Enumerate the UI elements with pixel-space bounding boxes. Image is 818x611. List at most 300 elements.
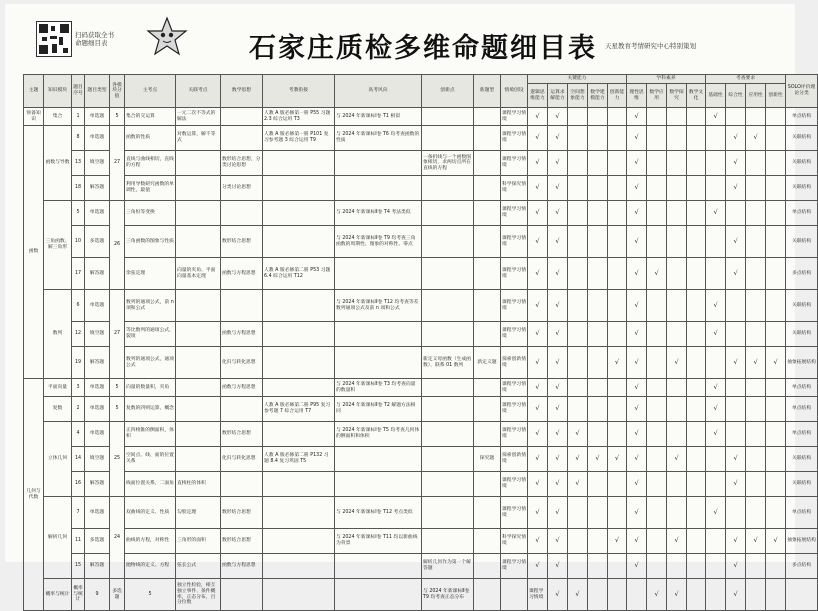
- related-point-cell: [176, 290, 221, 322]
- check-cell: [608, 226, 627, 258]
- sub-header-cell: 综合性: [726, 84, 746, 108]
- check-cell: √: [627, 554, 647, 579]
- check-cell: [726, 422, 746, 447]
- exam-trend-cell: 与 2024 年新课标Ⅰ卷 T5 均考查几何体的侧面积和体积: [335, 422, 422, 447]
- check-cell: [687, 472, 706, 497]
- check-cell: [746, 226, 766, 258]
- check-cell: [568, 322, 588, 347]
- check-cell: [726, 397, 746, 422]
- textbook-link-cell: [263, 151, 335, 176]
- math-idea-cell: 数形结合思想，分类讨论思想: [221, 151, 263, 176]
- math-idea-cell: 数形结合思想: [221, 422, 263, 447]
- check-cell: √: [528, 554, 548, 579]
- header-cell: 考教衔接: [263, 75, 335, 108]
- check-cell: [687, 201, 706, 226]
- main-point-cell: 抛物线的定义、方程: [125, 554, 176, 579]
- check-cell: √: [528, 258, 548, 290]
- innovation-cell: [422, 126, 474, 151]
- sub-header-cell: 创新能力: [608, 84, 627, 108]
- check-cell: [706, 347, 726, 379]
- exam-trend-cell: 与 2024 年新课标Ⅰ卷 T11 均以新曲线为背景: [335, 529, 422, 554]
- check-cell: [588, 579, 608, 611]
- innovation-cell: [474, 579, 501, 611]
- innovation-cell: [422, 290, 474, 322]
- check-cell: [588, 126, 608, 151]
- check-cell: [687, 447, 706, 472]
- exam-trend-cell: 与 2024 年新课标Ⅰ卷 T1 相似: [335, 108, 422, 126]
- check-cell: √: [568, 579, 588, 611]
- related-point-cell: [176, 397, 221, 422]
- check-cell: √: [647, 258, 667, 290]
- sub-header-cell: 理性思维: [627, 84, 647, 108]
- exam-trend-cell: 与 2024 年新课标Ⅱ卷 T9 均考查正态分布: [422, 579, 474, 611]
- planner-note: 天星教育考情研究中心特别策划: [605, 42, 696, 50]
- table-row: [24, 422, 818, 447]
- check-cell: [588, 529, 608, 554]
- context-cell: 课程学习情境: [501, 108, 528, 126]
- context-cell: 探索创新情境: [501, 347, 528, 379]
- check-cell: √: [528, 126, 548, 151]
- innovation-cell: 一条折线与一个函数图象相切，求两切点所在直线的方程: [422, 151, 474, 176]
- check-cell: [766, 226, 786, 258]
- new-question-type-cell: [474, 472, 501, 497]
- main-point-cell: 集合的交运算: [125, 108, 176, 126]
- check-cell: [568, 497, 588, 529]
- check-cell: √: [528, 176, 548, 201]
- check-cell: √: [548, 554, 568, 579]
- check-cell: [608, 472, 627, 497]
- check-cell: √: [627, 226, 647, 258]
- check-cell: [687, 347, 706, 379]
- related-point-cell: [176, 176, 221, 201]
- table-row: [24, 347, 818, 379]
- check-cell: √: [706, 397, 726, 422]
- table-row: [24, 176, 818, 201]
- question-number-cell: 4: [72, 422, 85, 447]
- check-cell: [687, 379, 706, 397]
- check-cell: [647, 554, 667, 579]
- innovation-cell: [422, 176, 474, 201]
- check-cell: [687, 422, 706, 447]
- check-cell: [687, 258, 706, 290]
- theme-cell: 几何与代数: [24, 379, 44, 611]
- check-cell: √: [726, 151, 746, 176]
- score-cell: 25: [110, 422, 125, 497]
- question-number-cell: 1: [72, 108, 85, 126]
- check-cell: [568, 126, 588, 151]
- check-cell: [766, 108, 786, 126]
- check-cell: √: [548, 447, 568, 472]
- check-cell: [687, 226, 706, 258]
- check-cell: √: [528, 472, 548, 497]
- check-cell: [608, 379, 627, 397]
- check-cell: √: [568, 447, 588, 472]
- check-cell: [667, 126, 687, 151]
- check-cell: √: [706, 422, 726, 447]
- sub-header-cell: 应用性: [746, 84, 766, 108]
- check-cell: √: [548, 126, 568, 151]
- header-cell: 情境创设: [501, 75, 528, 108]
- check-cell: [568, 379, 588, 397]
- math-idea-cell: 数形结合思想: [221, 497, 263, 529]
- check-cell: √: [746, 347, 766, 379]
- module-cell: 集合: [44, 108, 72, 126]
- table-row: [24, 529, 818, 554]
- score-cell: 5: [110, 108, 125, 126]
- context-cell: 探索创新情境: [501, 447, 528, 472]
- new-question-type-cell: [474, 258, 501, 290]
- header-cell: 主考点: [125, 75, 176, 108]
- check-cell: [588, 347, 608, 379]
- check-cell: √: [548, 579, 568, 611]
- question-type-cell: 单选题: [85, 108, 110, 126]
- module-cell: 立体几何: [44, 422, 72, 497]
- context-cell: 课程学习情境: [501, 397, 528, 422]
- check-cell: [667, 201, 687, 226]
- score-cell: 5: [110, 397, 125, 422]
- check-cell: [766, 258, 786, 290]
- question-number-cell: 11: [72, 529, 85, 554]
- new-question-type-cell: [474, 379, 501, 397]
- check-cell: √: [548, 397, 568, 422]
- check-cell: [608, 201, 627, 226]
- check-cell: √: [627, 379, 647, 397]
- check-cell: √: [627, 258, 647, 290]
- check-cell: √: [706, 322, 726, 347]
- new-question-type-cell: [474, 226, 501, 258]
- innovation-cell: 解析几何作为第一个解答题: [422, 554, 474, 579]
- textbook-link-cell: [263, 176, 335, 201]
- new-question-type-cell: [474, 151, 501, 176]
- question-number-cell: 17: [72, 258, 85, 290]
- module-cell: 复数: [44, 397, 72, 422]
- question-type-cell: 解答题: [85, 347, 110, 379]
- main-point-cell: 数列的通项公式，通项公式: [125, 347, 176, 379]
- textbook-link-cell: [263, 422, 335, 447]
- context-cell: 科学探究情境: [501, 529, 528, 554]
- check-cell: [568, 347, 588, 379]
- table-row: [24, 472, 818, 497]
- check-cell: [588, 108, 608, 126]
- header-cell: 各模块分值: [110, 75, 125, 108]
- math-idea-cell: 函数与方程思想: [221, 379, 263, 397]
- check-cell: √: [706, 290, 726, 322]
- table-head: [24, 75, 818, 108]
- table-body: [24, 108, 818, 611]
- check-cell: [588, 472, 608, 497]
- exam-trend-cell: 与 2024 年新课标Ⅱ卷 T4 考法类似: [335, 201, 422, 226]
- textbook-link-cell: 人教 A 版必修第二册 P95 复习参考题 7 综合运用 T7: [263, 397, 335, 422]
- table-row: [24, 108, 818, 126]
- question-number-cell: 19: [72, 347, 85, 379]
- main-point-cell: 线面位置关系，二面角: [125, 472, 176, 497]
- check-cell: [766, 151, 786, 176]
- sub-header-cell: 数学建模能力: [588, 84, 608, 108]
- score-cell: 27: [110, 290, 125, 379]
- sub-header-cell: 逻辑思维能力: [528, 84, 548, 108]
- table-row: [24, 397, 818, 422]
- main-point-cell: 函数的性质: [125, 126, 176, 151]
- related-point-cell: [176, 201, 221, 226]
- question-number-cell: 18: [72, 176, 85, 201]
- theme-cell: 函数: [24, 126, 44, 379]
- sub-header-cell: 数学应用: [647, 84, 667, 108]
- innovation-cell: [422, 258, 474, 290]
- innovation-cell: [422, 497, 474, 529]
- check-cell: [706, 529, 726, 554]
- check-cell: √: [548, 322, 568, 347]
- question-number-cell: 5: [72, 201, 85, 226]
- check-cell: √: [627, 422, 647, 447]
- check-cell: [608, 151, 627, 176]
- sub-header-cell: 基础性: [706, 84, 726, 108]
- check-cell: [667, 290, 687, 322]
- context-cell: 课程学习情境: [501, 258, 528, 290]
- check-cell: [746, 497, 766, 529]
- check-cell: [706, 579, 726, 611]
- check-cell: [588, 497, 608, 529]
- question-number-cell: 3: [72, 379, 85, 397]
- exam-trend-cell: 与 2024 年新课标Ⅱ卷 T12 均考查等差数列通项公式及前 n 项和公式: [335, 290, 422, 322]
- check-cell: [568, 554, 588, 579]
- check-cell: [608, 554, 627, 579]
- question-type-cell: 单选题: [85, 379, 110, 397]
- score-cell: 24: [110, 497, 125, 579]
- header-cell: 主题: [24, 75, 44, 108]
- check-cell: √: [627, 151, 647, 176]
- check-cell: [568, 108, 588, 126]
- innovation-cell: [422, 447, 474, 472]
- context-cell: 课程学习情境: [501, 322, 528, 347]
- exam-trend-cell: 与 2024 年新课标Ⅰ卷 T12 考点类似: [335, 497, 422, 529]
- main-point-cell: 复数的四则运算，概念: [125, 397, 176, 422]
- check-cell: [746, 379, 766, 397]
- related-point-cell: [176, 347, 221, 379]
- check-cell: [687, 126, 706, 151]
- qr-code-icon[interactable]: [36, 21, 72, 57]
- check-cell: √: [667, 447, 687, 472]
- solo-category-cell: 单点结构: [786, 379, 818, 397]
- check-cell: [687, 176, 706, 201]
- solo-category-cell: 关联结构: [786, 290, 818, 322]
- question-type-cell: 多选题: [85, 226, 110, 258]
- table-row: [24, 322, 818, 347]
- exam-trend-cell: [335, 322, 422, 347]
- exam-trend-cell: [335, 176, 422, 201]
- check-cell: [726, 290, 746, 322]
- check-cell: [766, 126, 786, 151]
- check-cell: [647, 126, 667, 151]
- question-number-cell: 9: [85, 579, 110, 611]
- check-cell: [667, 226, 687, 258]
- check-cell: [667, 554, 687, 579]
- check-cell: √: [608, 347, 627, 379]
- check-cell: √: [627, 397, 647, 422]
- context-cell: 课程学习情境: [501, 422, 528, 447]
- check-cell: √: [528, 201, 548, 226]
- check-cell: [647, 347, 667, 379]
- new-question-type-cell: [474, 497, 501, 529]
- textbook-link-cell: 人教 A 版必修第一册 P101 复习参考题 3 综合运用 T9: [263, 126, 335, 151]
- check-cell: √: [647, 579, 667, 611]
- check-cell: √: [528, 447, 548, 472]
- module-cell: 函数与导数: [44, 126, 72, 201]
- solo-category-cell: 关联结构: [786, 151, 818, 176]
- check-cell: [588, 290, 608, 322]
- check-cell: [608, 422, 627, 447]
- table-row: [24, 579, 818, 611]
- new-question-type-cell: [474, 126, 501, 151]
- check-cell: [726, 497, 746, 529]
- exam-trend-cell: [335, 554, 422, 579]
- question-number-cell: 8: [72, 126, 85, 151]
- check-cell: [766, 290, 786, 322]
- check-cell: √: [766, 347, 786, 379]
- question-type-cell: 解答题: [85, 472, 110, 497]
- new-question-type-cell: [474, 322, 501, 347]
- solo-category-cell: 关联结构: [786, 472, 818, 497]
- related-point-cell: 勾股定理: [176, 497, 221, 529]
- solo-category-cell: 单点结构: [786, 497, 818, 529]
- math-idea-cell: [221, 108, 263, 126]
- textbook-link-cell: 人教 A 版必修第一册 P55 习题 2.3 综合运用 T3: [263, 108, 335, 126]
- module-cell: 解析几何: [44, 497, 72, 579]
- group-header: 学科素养: [627, 75, 706, 84]
- check-cell: [588, 554, 608, 579]
- main-point-cell: 三角恒等变换: [125, 201, 176, 226]
- table-row: [24, 447, 818, 472]
- main-point-cell: 曲线的方程，对称性: [125, 529, 176, 554]
- context-cell: 课程学习情境: [528, 579, 548, 611]
- check-cell: √: [627, 472, 647, 497]
- check-cell: [687, 579, 706, 611]
- innovation-cell: [422, 201, 474, 226]
- related-point-cell: 对数运算，解不等式: [176, 126, 221, 151]
- check-cell: √: [548, 258, 568, 290]
- check-cell: [667, 397, 687, 422]
- theme-cell: 概率与统计: [44, 579, 72, 611]
- main-point-cell: 利用导数研究函数的单调性，最值: [125, 176, 176, 201]
- question-type-cell: 解答题: [85, 176, 110, 201]
- context-cell: 科学探究情境: [501, 176, 528, 201]
- check-cell: [647, 497, 667, 529]
- check-cell: [608, 126, 627, 151]
- question-type-cell: 解答题: [85, 554, 110, 579]
- solo-category-cell: 抽象拓展结构: [786, 347, 818, 379]
- check-cell: √: [528, 529, 548, 554]
- check-cell: √: [528, 422, 548, 447]
- new-question-type-cell: [474, 422, 501, 447]
- check-cell: [746, 176, 766, 201]
- check-cell: √: [746, 529, 766, 554]
- check-cell: [766, 422, 786, 447]
- exam-trend-cell: 与 2024 年新课标Ⅱ卷 T9 均考查三角函数的周期性、图象的对称性、零点: [335, 226, 422, 258]
- innovation-cell: [422, 226, 474, 258]
- check-cell: √: [548, 176, 568, 201]
- check-cell: √: [548, 226, 568, 258]
- header-cell: 新题型: [474, 75, 501, 108]
- related-point-cell: [176, 379, 221, 397]
- header-cell: 题目类型: [85, 75, 110, 108]
- qr-caption-line: 扫码获取全书: [75, 31, 114, 39]
- check-cell: √: [528, 347, 548, 379]
- check-cell: √: [726, 176, 746, 201]
- check-cell: [647, 447, 667, 472]
- check-cell: √: [766, 529, 786, 554]
- check-cell: √: [528, 290, 548, 322]
- question-type-cell: 填空题: [85, 447, 110, 472]
- page-title: 石家庄质检多维命题细目表: [249, 33, 597, 64]
- check-cell: [706, 151, 726, 176]
- question-type-cell: 单选题: [85, 497, 110, 529]
- table-row: [24, 497, 818, 529]
- context-cell: 课程学习情境: [501, 151, 528, 176]
- check-cell: [766, 176, 786, 201]
- exam-trend-cell: 与 2024 年新课标Ⅱ卷 T3 均考查向量的数量积: [335, 379, 422, 397]
- exam-breakdown-table: [23, 74, 818, 611]
- check-cell: [647, 379, 667, 397]
- new-question-type-cell: [474, 290, 501, 322]
- check-cell: [746, 472, 766, 497]
- check-cell: √: [528, 226, 548, 258]
- qr-caption-line: 命题细目表: [75, 39, 108, 47]
- related-point-cell: [176, 322, 221, 347]
- table-row: [24, 290, 818, 322]
- check-cell: √: [746, 126, 766, 151]
- check-cell: [647, 176, 667, 201]
- check-cell: [647, 529, 667, 554]
- textbook-link-cell: [263, 529, 335, 554]
- sub-header-cell: 空间想象能力: [568, 84, 588, 108]
- math-idea-cell: 函数与方程思想: [221, 258, 263, 290]
- check-cell: [746, 397, 766, 422]
- check-cell: [687, 322, 706, 347]
- check-cell: [647, 472, 667, 497]
- check-cell: √: [548, 290, 568, 322]
- check-cell: √: [568, 422, 588, 447]
- textbook-link-cell: [335, 579, 422, 611]
- check-cell: √: [528, 397, 548, 422]
- exam-trend-cell: 与 2024 年新课标Ⅰ卷 T6 均考查函数的性质: [335, 126, 422, 151]
- table-row: [24, 151, 818, 176]
- check-cell: [706, 447, 726, 472]
- check-cell: √: [667, 529, 687, 554]
- solo-category-cell: 关联结构: [786, 226, 818, 258]
- check-cell: [647, 422, 667, 447]
- check-cell: [647, 322, 667, 347]
- new-question-type-cell: [474, 108, 501, 126]
- main-point-cell: 独立性检验，相互独立事件、条件概率，正态分布，百分位数: [176, 579, 221, 611]
- check-cell: √: [706, 108, 726, 126]
- check-cell: [687, 554, 706, 579]
- check-cell: [746, 579, 766, 611]
- main-point-cell: 双曲线的定义、性质: [125, 497, 176, 529]
- innovation-cell: [422, 108, 474, 126]
- context-cell: 课程学习情境: [501, 290, 528, 322]
- question-type-cell: 多选题: [85, 529, 110, 554]
- math-idea-cell: [221, 126, 263, 151]
- check-cell: √: [528, 322, 548, 347]
- check-cell: [588, 201, 608, 226]
- check-cell: √: [726, 579, 746, 611]
- header-cell: 数学思想: [221, 75, 263, 108]
- textbook-link-cell: [263, 322, 335, 347]
- check-cell: [766, 447, 786, 472]
- question-type-cell: 单选题: [85, 397, 110, 422]
- check-cell: [726, 108, 746, 126]
- check-cell: √: [627, 347, 647, 379]
- check-cell: [746, 258, 766, 290]
